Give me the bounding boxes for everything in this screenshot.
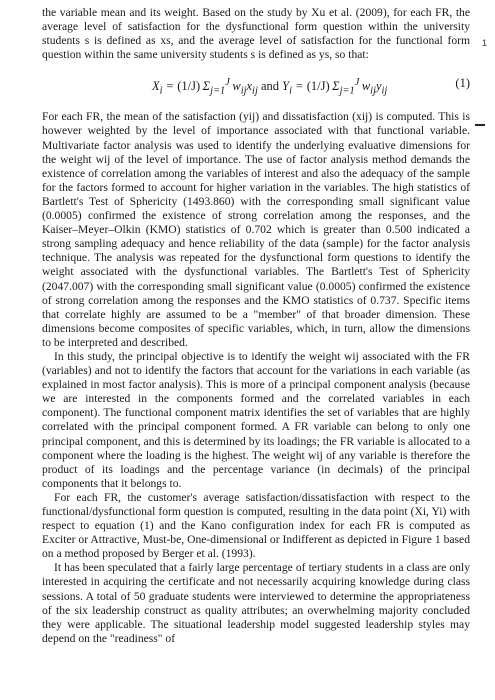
margin-marker: 1 [481,38,487,48]
equation-1 [42,68,470,102]
equation-number: (1) [455,76,470,91]
text-column [42,6,470,646]
paragraph-2: For each FR, the mean of the satisfaction (yij) and dissatisfaction (xij) is computed. This is however weighted by the level of importance associated with that functional variable. Multivariate factor analysis was used to identify the underlying evaluative dimensions for the weight wij of the level of importance. The use of factor analysis method demands the existence of correlation among the variables of interest and also the adequacy of the sample for the factors formed to account for higher variation in the variables. The high statistics of Bartlett's Test of Sphericity (1493.860) with the corresponding small significant value (0.0005) confirmed the existence of strong correlation among the responses, and the Kaiser–Meyer–Olkin (KMO) statistics of 0.702 which is greater than 0.500 indicated a strong sampling adequacy and hence reliability of the data (sample) for the factor analysis technique. The analysis was repeated for the dysfunctional form questions to identify the weight associated with the dysfunctional variables. The Bartlett's Test of Sphericity (2047.007) with the corresponding small significant value (0.0005) confirmed the existence of strong correlation among the responses and the KMO statistics of 0.737. Specific items that correlate highly are assumed to be a "member" of that broader dimension. These dimensions become composites of specific variables, which, in turn, allow the dimensions to be interpreted and described. [42,110,470,349]
margin-dash [475,124,485,126]
paragraph-5: It has been speculated that a fairly large percentage of tertiary students in a class are only interested in acquiring the certificate and not necessarily acquiring knowledge during class sessions. A total of 50 graduate students were interviewed to determine the appropriateness of the six leadership construct as quality attributes; an overwhelming majority concluded they were applicable. The situational leadership model suggested leadership styles may depend on the "readiness" of [42,561,470,645]
equation-body: $X_i = (1/J)$ $\Sigma_{j=1}^J$ $w_{ij}x_{ij}$ and $Y_i = (1/J)$ $\Sigma_{j=1}^J$ $w_{ij}y_{ij}$ [152,77,388,98]
paragraph-4: For each FR, the customer's average satisfaction/dissatisfaction with respect to the functional/dysfunctional form question is computed, resulting in the data point (Xi, Yi) with respect to equation (1) and the Kano configuration index for each FR is computed as Exciter or Attractive, Must-be, One-dimensional or Indifferent as depicted in Figure 1 based on a method proposed by Berger et al. (1993). [42,490,470,561]
paragraph-3: In this study, the principal objective is to identify the weight wij associated with the FR (variables) and not to identify the factors that account for the variations in each variable (as explained in most factor analysis). This is more of a principal component analysis (because we are interested in the components formed and the correlated variables in each component). The functional component matrix identifies the set of variables that are highly correlated with the principal component formed. A FR variable can belong to only one principal component, and this is determined by its loadings; the FR variable is allocated to a component where the loading is the highest. The weight wij of any variable is therefore the product of its loadings and the percentage variance (in decimals) of the principal components that it belongs to. [42,349,470,490]
paragraph-1: the variable mean and its weight. Based on the study by Xu et al. (2009), for each FR, the average level of satisfaction for the dysfunctional form question within the university students s is defined as xs, and the average level of satisfaction for the functional form question within the same university students s is defined as ys, so that: [42,6,470,62]
